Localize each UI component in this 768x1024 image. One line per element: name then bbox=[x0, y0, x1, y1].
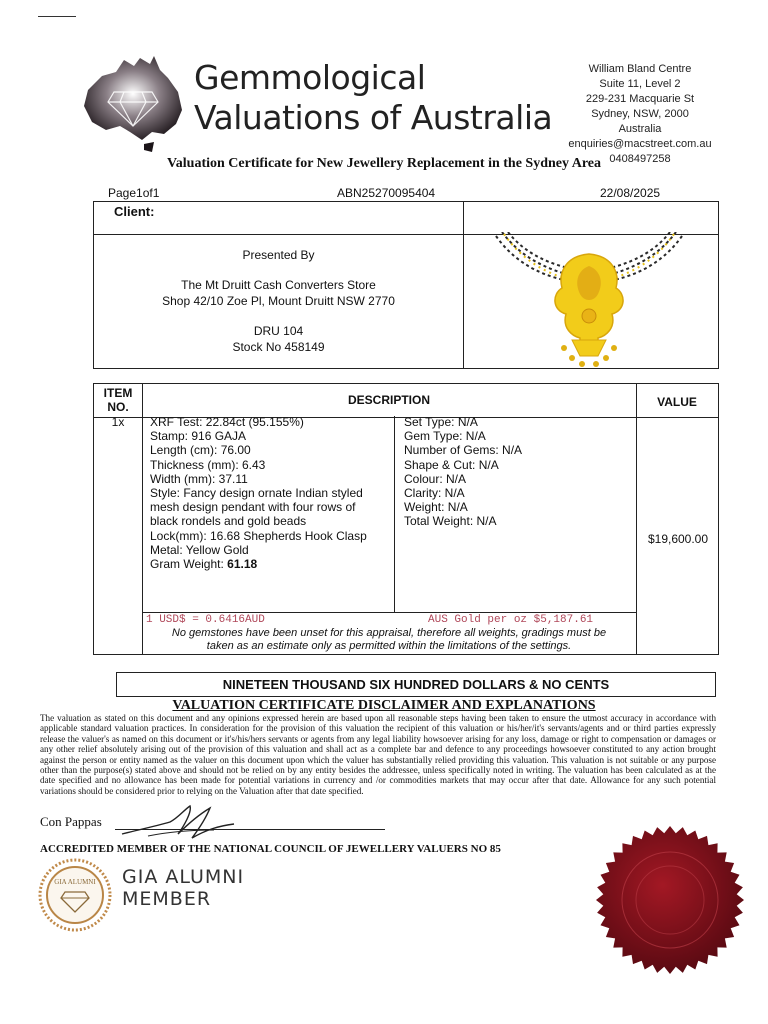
gia-alumni-text bbox=[122, 866, 244, 910]
gram-weight-label: Gram Weight: bbox=[150, 557, 228, 572]
item-no-header bbox=[94, 386, 142, 414]
description-line: Metal: Yellow Gold bbox=[150, 542, 249, 557]
header-text: ITEM bbox=[103, 386, 133, 400]
value-header: VALUE bbox=[657, 395, 697, 409]
item-value: $19,600.00 bbox=[647, 532, 709, 546]
gia-line: MEMBER bbox=[122, 888, 212, 910]
gem-details bbox=[404, 415, 522, 529]
description-line: black rondels and gold beads bbox=[150, 514, 307, 529]
amount-in-words: NINETEEN THOUSAND SIX HUNDRED DOLLARS & NO CENTS bbox=[116, 672, 716, 697]
divider bbox=[463, 234, 464, 368]
gem-line: Shape & Cut: N/A bbox=[404, 457, 499, 472]
description-line: Lock(mm): 16.68 Shepherds Hook Clasp bbox=[150, 528, 367, 543]
description-line: Style: Fancy design ornate Indian styled bbox=[150, 486, 363, 501]
description-header: DESCRIPTION bbox=[347, 393, 430, 407]
pendant-photo bbox=[494, 232, 684, 368]
header-text: NO. bbox=[107, 400, 129, 414]
gia-seal-icon bbox=[38, 858, 112, 932]
divider bbox=[142, 612, 636, 613]
gem-line: Weight: N/A bbox=[404, 500, 468, 515]
description-line: XRF Test: 22.84ct (95.155%) bbox=[150, 415, 304, 429]
note-line: No gemstones have been unset for this appraisal, therefore all weights, gradings must be bbox=[171, 627, 607, 639]
description-line: mesh design pendant with four rows of bbox=[150, 500, 356, 515]
client-row bbox=[94, 202, 718, 235]
address-line: Australia bbox=[618, 123, 662, 135]
divider bbox=[463, 202, 464, 234]
phone-number: 0408497258 bbox=[609, 153, 671, 165]
address-line: Sydney, NSW, 2000 bbox=[591, 108, 689, 120]
disclaimer-body: The valuation as stated on this document and any opinions expressed herein are based upon all reasonable steps having been taken to ensure the utmost accuracy in accordance with applicable standard valuation practices. In consideration for the provision of this valuation the recipient of this valuation or his/her/it's servants/agents and or third parties expressly release the valuer's as named on this document or it's/his/hers servants or agents from any legal liability howsoever arising for any loss, damage or right to compensation or damages or any other relief absolutely arising out of the provision of this valuation and shall act as a complete bar and defence to any proceedings howsoever constituted to any action brought against the person or entity named as the valuer on this document upon which the valuer has substantially relied providing this valuation. This valuation is not suitable or any purpose other than the purpose(s) stated above and should not be relied on by any entity besides the addressee, unless specifically noted in writing. The valuation has been calculated as at the date specified and no allowance has been made for potential variations in currency and /or commodities markets that may occur after that date. Allowance for any such potential variations should be considered prior to relying on the Valuation after that date specified. bbox=[40, 713, 716, 796]
certificate-date: 22/08/2025 bbox=[600, 186, 661, 200]
divider bbox=[142, 384, 143, 654]
client-box bbox=[93, 201, 719, 369]
item-table bbox=[93, 383, 719, 655]
divider bbox=[636, 384, 637, 654]
exchange-rate: 1 USD$ = 0.6416AUD bbox=[146, 614, 265, 626]
presented-by-label: Presented By bbox=[242, 248, 315, 262]
address-line: 229-231 Macquarie St bbox=[585, 93, 695, 105]
signature bbox=[118, 800, 238, 844]
brand-line-2: Valuations of Australia bbox=[194, 98, 553, 137]
document-title: Valuation Certificate for New Jewellery Replacement in the Sydney Area bbox=[166, 156, 602, 171]
presenter-block bbox=[94, 247, 463, 355]
wax-seal-icon bbox=[595, 825, 745, 975]
gem-line: Gem Type: N/A bbox=[404, 429, 486, 444]
item-description bbox=[150, 415, 367, 571]
client-label: Client: bbox=[114, 204, 155, 219]
brand-line-1: Gemmological bbox=[194, 58, 426, 97]
brand-name bbox=[194, 58, 552, 138]
gem-line: Set Type: N/A bbox=[404, 415, 478, 429]
description-line: Thickness (mm): 6.43 bbox=[150, 457, 266, 472]
store-name: The Mt Druitt Cash Converters Store bbox=[181, 278, 376, 292]
gram-weight-value: 61.18 bbox=[227, 557, 258, 572]
email-link[interactable]: enquiries@macstreet.com.au bbox=[568, 138, 712, 150]
divider bbox=[394, 416, 395, 612]
gemstone-note bbox=[142, 627, 636, 653]
corner-mark bbox=[38, 16, 76, 17]
signer-name: Con Pappas bbox=[40, 814, 102, 829]
gem-line: Clarity: N/A bbox=[404, 486, 465, 501]
address-line: Suite 11, Level 2 bbox=[599, 78, 681, 90]
gram-weight bbox=[150, 557, 367, 571]
stock-number: Stock No 458149 bbox=[232, 340, 325, 354]
accreditation-statement: ACCREDITED MEMBER OF THE NATIONAL COUNCIL OF JEWELLERY VALUERS NO 85 bbox=[40, 843, 501, 855]
gold-price: AUS Gold per oz $5,187.61 bbox=[428, 614, 594, 626]
business-address bbox=[560, 62, 720, 167]
gia-line: GIA ALUMNI bbox=[122, 866, 245, 888]
gem-line: Colour: N/A bbox=[404, 471, 467, 486]
description-line: Stamp: 916 GAJA bbox=[150, 429, 247, 444]
abn-number: ABN25270095404 bbox=[337, 186, 436, 200]
address-line: William Bland Centre bbox=[588, 63, 692, 75]
store-address: Shop 42/10 Zoe Pl, Mount Druitt NSW 2770 bbox=[162, 294, 395, 308]
disclaimer-title: VALUATION CERTIFICATE DISCLAIMER AND EXPLANATIONS bbox=[172, 698, 596, 713]
gem-line: Number of Gems: N/A bbox=[404, 443, 523, 458]
description-line: Width (mm): 37.11 bbox=[150, 471, 248, 486]
page-number: Page1of1 bbox=[108, 186, 160, 200]
description-line: Length (cm): 76.00 bbox=[150, 443, 251, 458]
gem-line: Total Weight: N/A bbox=[404, 514, 497, 529]
note-line: taken as an estimate only as permitted within the limitations of the settings. bbox=[206, 640, 572, 652]
seal-text: GIA ALUMNI bbox=[54, 878, 96, 886]
australia-map-logo-icon bbox=[80, 52, 190, 162]
store-code: DRU 104 bbox=[253, 324, 304, 338]
item-number: 1x bbox=[111, 415, 125, 429]
